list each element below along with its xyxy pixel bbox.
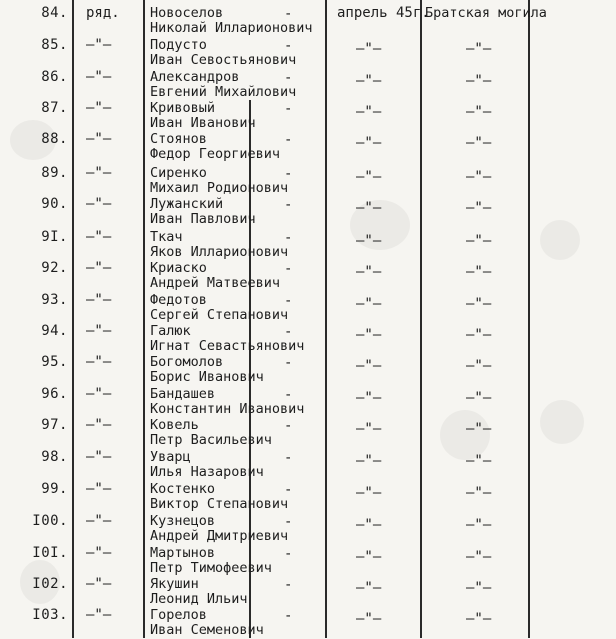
row-number: 90. <box>41 196 68 212</box>
given-name: Евгений Михайлович <box>150 84 297 100</box>
date-ditto: –"– <box>356 233 382 249</box>
surname: Подусто <box>150 37 207 53</box>
given-name: Виктор Степанович <box>150 496 289 512</box>
name-dash: - <box>284 355 293 371</box>
burial-ditto: –"– <box>466 104 492 120</box>
rank-cell: –"– <box>86 449 112 465</box>
table-row <box>0 292 616 324</box>
rank-cell: –"– <box>86 69 112 85</box>
burial-ditto: –"– <box>466 549 492 565</box>
name-dash: - <box>284 482 293 498</box>
rank-cell: –"– <box>86 354 112 370</box>
given-name: Андрей Матвеевич <box>150 275 281 291</box>
row-number: I0I. <box>32 545 68 561</box>
table-row <box>0 196 616 228</box>
given-name: Петр Васильевич <box>150 432 272 448</box>
table-row <box>0 229 616 261</box>
given-name: Леонид Ильич <box>150 591 248 607</box>
burial-ditto: –"– <box>466 485 492 501</box>
row-number: 85. <box>41 37 68 53</box>
date-ditto: –"– <box>356 264 382 280</box>
rank-cell: –"– <box>86 513 112 529</box>
table-row <box>0 165 616 197</box>
date-ditto: –"– <box>356 135 382 151</box>
burial-ditto: –"– <box>466 517 492 533</box>
name-dash: - <box>284 230 293 246</box>
rank-cell: –"– <box>86 323 112 339</box>
row-number: 94. <box>41 323 68 339</box>
table-row <box>0 481 616 513</box>
burial-ditto: –"– <box>466 169 492 185</box>
table-row <box>0 100 616 132</box>
table-row <box>0 386 616 418</box>
surname: Уварц <box>150 449 191 465</box>
given-name: Сергей Степанович <box>150 307 289 323</box>
table-row <box>0 5 616 37</box>
name-dash: - <box>284 324 293 340</box>
row-number: 92. <box>41 260 68 276</box>
rank-cell: –"– <box>86 417 112 433</box>
surname: Костенко <box>150 481 216 497</box>
rank-cell: –"– <box>86 131 112 147</box>
burial-ditto: –"– <box>466 135 492 151</box>
burial-ditto: –"– <box>466 453 492 469</box>
rank-cell: –"– <box>86 229 112 245</box>
burial-ditto: –"– <box>466 611 492 627</box>
burial-ditto: –"– <box>466 358 492 374</box>
burial-ditto: –"– <box>466 41 492 57</box>
name-dash: - <box>284 387 293 403</box>
rank-cell: –"– <box>86 37 112 53</box>
name-dash: - <box>284 418 293 434</box>
rank-cell: –"– <box>86 607 112 623</box>
surname: Криаско <box>150 260 207 276</box>
given-name: Борис Иванович <box>150 369 264 385</box>
table-row <box>0 417 616 449</box>
surname: Лужанский <box>150 196 224 212</box>
rank-cell: –"– <box>86 545 112 561</box>
rank-cell: –"– <box>86 260 112 276</box>
surname: Александров <box>150 69 240 85</box>
table-row <box>0 513 616 545</box>
name-dash: - <box>284 261 293 277</box>
given-name: Иван Иванович <box>150 115 256 131</box>
date-ditto: –"– <box>356 453 382 469</box>
surname: Ковель <box>150 417 199 433</box>
date-ditto: –"– <box>356 421 382 437</box>
row-number: 96. <box>41 386 68 402</box>
name-dash: - <box>284 101 293 117</box>
given-name: Иван Павлович <box>150 211 256 227</box>
burial-ditto: –"– <box>466 327 492 343</box>
name-dash: - <box>284 546 293 562</box>
date-ditto: –"– <box>356 517 382 533</box>
rank-cell: –"– <box>86 386 112 402</box>
table-row <box>0 131 616 163</box>
date-ditto: –"– <box>356 358 382 374</box>
date-ditto: –"– <box>356 169 382 185</box>
surname: Сиренко <box>150 165 207 181</box>
burial-ditto: –"– <box>466 390 492 406</box>
date-ditto: –"– <box>356 549 382 565</box>
date-ditto: –"– <box>356 485 382 501</box>
date-ditto: –"– <box>356 200 382 216</box>
row-number: 87. <box>41 100 68 116</box>
given-name: Константин Иванович <box>150 401 305 417</box>
row-number: 98. <box>41 449 68 465</box>
rank-cell: ряд. <box>86 5 120 21</box>
date-ditto: –"– <box>356 580 382 596</box>
surname: Стоянов <box>150 131 207 147</box>
table-row <box>0 69 616 101</box>
table-row <box>0 354 616 386</box>
surname: Мартынов <box>150 545 216 561</box>
row-number: 93. <box>41 292 68 308</box>
given-name: Андрей Дмитриевич <box>150 528 289 544</box>
date-ditto: –"– <box>356 611 382 627</box>
date-ditto: –"– <box>356 41 382 57</box>
name-dash: - <box>284 608 293 624</box>
row-number: I00. <box>32 513 68 529</box>
rank-cell: –"– <box>86 196 112 212</box>
date-ditto: –"– <box>356 296 382 312</box>
table-row <box>0 449 616 481</box>
name-dash: - <box>284 70 293 86</box>
name-dash: - <box>284 38 293 54</box>
given-name: Петр Тимофеевич <box>150 560 272 576</box>
row-number: I02. <box>32 576 68 592</box>
given-name: Илья Назарович <box>150 464 264 480</box>
table-row <box>0 37 616 69</box>
surname: Новоселов <box>150 5 224 21</box>
name-dash: - <box>284 450 293 466</box>
burial-ditto: –"– <box>466 73 492 89</box>
table-row <box>0 323 616 355</box>
name-dash: - <box>284 6 293 22</box>
surname: Федотов <box>150 292 207 308</box>
surname: Якушин <box>150 576 199 592</box>
rank-cell: –"– <box>86 292 112 308</box>
name-dash: - <box>284 132 293 148</box>
burial-ditto: –"– <box>466 296 492 312</box>
date-ditto: –"– <box>356 104 382 120</box>
rank-cell: –"– <box>86 100 112 116</box>
surname: Горелов <box>150 607 207 623</box>
table-row <box>0 576 616 608</box>
burial-ditto: –"– <box>466 200 492 216</box>
burial-ditto: –"– <box>466 233 492 249</box>
surname: Кривовый <box>150 100 216 116</box>
given-name: Игнат Севастьянович <box>150 338 305 354</box>
given-name: Федор Георгиевич <box>150 146 281 162</box>
rank-cell: –"– <box>86 481 112 497</box>
given-name: Иван Севостьянович <box>150 52 297 68</box>
given-name: Михаил Родионович <box>150 180 289 196</box>
rank-cell: –"– <box>86 165 112 181</box>
row-number: 84. <box>41 5 68 21</box>
table-row <box>0 607 616 639</box>
table-row <box>0 545 616 577</box>
row-number: 99. <box>41 481 68 497</box>
row-number: 86. <box>41 69 68 85</box>
burial-ditto: –"– <box>466 421 492 437</box>
name-dash: - <box>284 577 293 593</box>
row-number: 95. <box>41 354 68 370</box>
surname: Богомолов <box>150 354 224 370</box>
given-name: Николай Илларионович <box>150 20 313 36</box>
row-number: 9I. <box>41 229 68 245</box>
name-dash: - <box>284 514 293 530</box>
row-number: 97. <box>41 417 68 433</box>
date-ditto: –"– <box>356 327 382 343</box>
surname: Галюк <box>150 323 191 339</box>
table-row <box>0 260 616 292</box>
surname: Бандашев <box>150 386 216 402</box>
name-dash: - <box>284 293 293 309</box>
row-number: 88. <box>41 131 68 147</box>
name-dash: - <box>284 166 293 182</box>
date-cell: апрель 45г. <box>337 5 430 21</box>
rank-cell: –"– <box>86 576 112 592</box>
date-ditto: –"– <box>356 73 382 89</box>
burial-cell: Братская могила <box>425 5 547 21</box>
burial-ditto: –"– <box>466 264 492 280</box>
surname: Ткач <box>150 229 183 245</box>
row-number: 89. <box>41 165 68 181</box>
date-ditto: –"– <box>356 390 382 406</box>
given-name: Яков Илларионович <box>150 244 289 260</box>
burial-ditto: –"– <box>466 580 492 596</box>
given-name: Иван Семенович <box>150 622 264 638</box>
name-dash: - <box>284 197 293 213</box>
surname: Кузнецов <box>150 513 216 529</box>
row-number: I03. <box>32 607 68 623</box>
